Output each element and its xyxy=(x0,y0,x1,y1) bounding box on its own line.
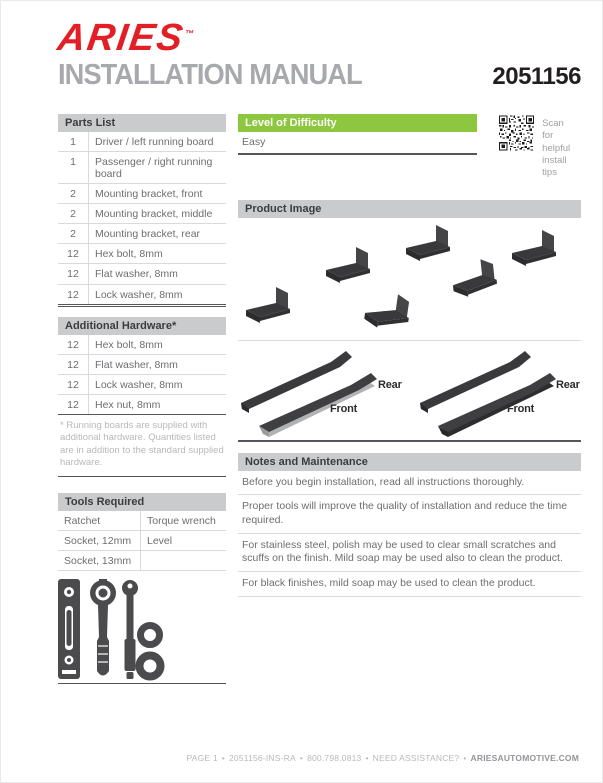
divider xyxy=(238,340,581,341)
table-row xyxy=(58,335,226,355)
product-image-section xyxy=(238,200,581,442)
desc-cell: Mounting bracket, rear xyxy=(95,228,201,241)
level-icon xyxy=(58,579,80,679)
note-item: For black finishes, mild soap may be used to clean the product. xyxy=(238,572,581,597)
difficulty-value: Easy xyxy=(238,132,477,155)
table-row xyxy=(58,244,226,264)
qr-caption xyxy=(542,118,581,180)
logo-text: ARIES xyxy=(55,17,188,59)
rear-label: Rear xyxy=(378,378,402,391)
part-number: 2051156 xyxy=(492,63,581,90)
footer-separator: • xyxy=(221,753,225,763)
qty-cell: 1 xyxy=(58,132,89,151)
qty-cell: 12 xyxy=(58,375,89,394)
desc-cell: Lock washer, 8mm xyxy=(95,378,183,391)
divider xyxy=(58,683,226,684)
footer-separator: • xyxy=(365,753,369,763)
ratchet-icon xyxy=(90,579,116,676)
tools-required-table xyxy=(58,511,226,571)
desc-cell: Flat washer, 8mm xyxy=(95,268,178,281)
product-image-header: Product Image xyxy=(238,200,581,218)
qr-code xyxy=(499,114,534,152)
right-column xyxy=(238,114,581,597)
qr-caption-line: Scan xyxy=(542,118,564,129)
table-row xyxy=(58,395,226,414)
torque-wrench-icon xyxy=(122,580,138,679)
table-row xyxy=(58,375,226,395)
tools-required-header: Tools Required xyxy=(58,493,226,511)
page-footer xyxy=(187,753,579,763)
table-row xyxy=(58,204,226,224)
table-row xyxy=(58,224,226,244)
tool-cell xyxy=(141,551,226,570)
note-item: Before you begin installation, read all instructions thoroughly. xyxy=(238,471,581,496)
tool-cell: Ratchet xyxy=(58,511,141,530)
tool-cell: Socket, 12mm xyxy=(58,531,141,550)
qty-cell: 12 xyxy=(58,395,89,414)
qr-block xyxy=(499,114,581,180)
desc-cell: Hex bolt, 8mm xyxy=(95,338,163,351)
table-row xyxy=(58,184,226,204)
footer-phone: 800.798.0813 xyxy=(307,753,362,763)
desc-cell: Lock washer, 8mm xyxy=(95,288,183,301)
table-row xyxy=(58,285,226,304)
additional-hardware-table xyxy=(58,335,226,477)
desc-cell: Passenger / right running board xyxy=(95,156,213,181)
socket-icon xyxy=(140,626,161,677)
footer-page: PAGE 1 xyxy=(186,753,218,763)
qty-cell: 1 xyxy=(58,152,89,183)
hardware-footnote: * Running boards are supplied with additional hardware. Quantities listed are in addition to the standard supplied hardware. xyxy=(60,419,224,469)
qr-caption-line: for helpful xyxy=(542,130,571,154)
mounting-brackets-illustration xyxy=(238,220,581,338)
product-illustration xyxy=(238,218,581,442)
table-row xyxy=(58,132,226,152)
qty-cell: 12 xyxy=(58,285,89,304)
front-label: Front xyxy=(507,402,535,415)
rear-label: Rear xyxy=(556,378,580,391)
qty-cell: 2 xyxy=(58,184,89,203)
desc-cell: Hex bolt, 8mm xyxy=(95,248,163,261)
footer-doc-code: 2051156-INS-RA xyxy=(228,753,296,763)
table-row xyxy=(58,511,226,531)
footer-separator: • xyxy=(463,753,467,763)
desc-cell: Hex nut, 8mm xyxy=(95,398,161,411)
difficulty-row xyxy=(238,114,581,180)
table-row xyxy=(58,264,226,284)
difficulty-block xyxy=(238,114,477,180)
table-row xyxy=(58,531,226,551)
qty-cell: 12 xyxy=(58,355,89,374)
difficulty-header: Level of Difficulty xyxy=(238,114,477,132)
qty-cell: 12 xyxy=(58,264,89,283)
parts-list-table xyxy=(58,132,226,307)
footer-separator: • xyxy=(299,753,304,763)
notes-section xyxy=(238,453,581,597)
notes-header: Notes and Maintenance xyxy=(238,453,581,471)
qty-cell: 12 xyxy=(58,244,89,263)
desc-cell: Mounting bracket, middle xyxy=(95,208,213,221)
desc-cell: Driver / left running board xyxy=(95,136,214,148)
tool-cell: Torque wrench xyxy=(147,514,216,527)
note-item: Proper tools will improve the quality of installation and reduce the time required. xyxy=(238,495,581,533)
table-row xyxy=(58,152,226,184)
qty-cell: 12 xyxy=(58,335,89,354)
tool-cell: Level xyxy=(147,535,173,547)
qr-caption-line: install tips xyxy=(542,155,567,179)
qty-cell: 2 xyxy=(58,204,89,223)
divider xyxy=(58,304,226,307)
footer-website: ARIESAUTOMOTIVE.COM xyxy=(470,753,579,763)
desc-cell: Flat washer, 8mm xyxy=(95,358,178,371)
front-label: Front xyxy=(330,402,358,415)
qty-cell: 2 xyxy=(58,224,89,243)
table-row xyxy=(58,355,226,375)
tools-illustration xyxy=(58,579,226,681)
running-board-pair-left xyxy=(239,346,407,440)
divider xyxy=(58,476,226,477)
footer-assist: NEED ASSISTANCE? xyxy=(372,753,460,763)
trademark-symbol: ™ xyxy=(184,28,195,39)
table-row xyxy=(58,551,226,571)
tool-cell: Socket, 13mm xyxy=(58,551,141,570)
aries-logo xyxy=(55,17,196,60)
parts-list-header: Parts List xyxy=(58,114,226,132)
additional-hardware-header: Additional Hardware* xyxy=(58,317,226,335)
note-item: For stainless steel, polish may be used to clear small scratches and scuffs on the finish. Mild soap may be used also to clean the product. xyxy=(238,534,581,572)
desc-cell: Mounting bracket, front xyxy=(95,188,203,201)
running-board-pair-right xyxy=(418,346,586,440)
title-row xyxy=(58,59,581,92)
left-column xyxy=(58,114,226,684)
page-title: INSTALLATION MANUAL xyxy=(58,59,362,91)
